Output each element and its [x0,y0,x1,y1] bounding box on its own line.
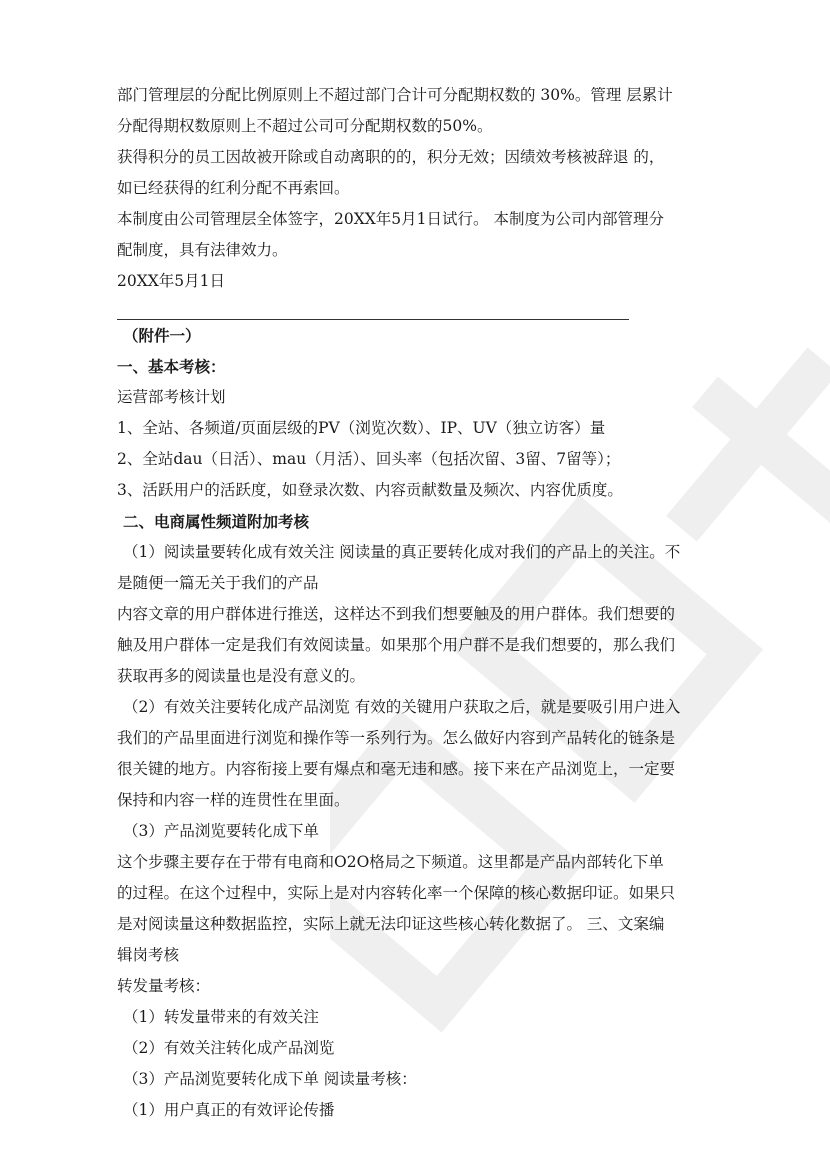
text-line: 我们的产品里面进行浏览和操作等一系列行为。怎么做好内容到产品转化的链条是 [117,729,676,747]
attachment-title: （附件一） [123,326,201,345]
text-line: （1）阅读量要转化成有效关注 阅读量的真正要转化成对我们的产品上的关注。不 [123,543,681,561]
text-line: （2）有效关注要转化成产品浏览 有效的关键用户获取之后，就是要吸引用户进入 [123,698,681,716]
text-line: 3、活跃用户的活跃度，如登录次数、内容贡献数量及频次、内容优质度。 [117,481,623,499]
document-page [117,80,717,1126]
text-line: 内容文章的用户群体进行推送，这样达不到我们想要触及的用户群体。我们想要的 [117,605,676,623]
section-heading-basic: 一、基本考核： [117,357,226,376]
text-line: 这个步骤主要存在于带有电商和O2O格局之下频道。这里都是产品内部转化下单 [117,853,664,871]
text-line: 1、全站、各频道/页面层级的PV（浏览次数）、IP、UV（独立访客）量 [117,419,606,437]
text-line: 本制度由公司管理层全体签字，20XX年5月1日试行。 本制度为公司内部管理分 [117,210,664,228]
text-line: 辑岗考核 [117,946,180,964]
date-line: 20XX年5月1日 [117,272,226,290]
text-line: （1）转发量带来的有效关注 [123,1008,319,1026]
text-line: （1）用户真正的有效评论传播 [123,1101,335,1119]
section-heading-ecommerce: 二、电商属性频道附加考核 [123,512,310,531]
text-line: 的过程。在这个过程中，实际上是对内容转化率一个保障的核心数据印证。如果只 [117,884,676,902]
text-line: 配制度，具有法律效力。 [117,241,288,259]
text-line: （3）产品浏览要转化成下单 阅读量考核： [123,1070,417,1088]
text-line: 获取再多的阅读量也是没有意义的。 [117,667,366,685]
text-line: 触及用户群体一定是我们有效阅读量。如果那个用户群不是我们想要的，那么我们 [117,636,676,654]
text-line: 部门管理层的分配比例原则上不超过部门合计可分配期权数的 30%。管理 层累计 [117,86,673,104]
text-line: 是随便一篇无关于我们的产品 [117,574,319,592]
text-line: 是对阅读量这种数据监控，实际上就无法印证这些核心转化数据了。 三、文案编 [117,915,665,933]
text-line: 如已经获得的红利分配不再索回。 [117,179,350,197]
text-line: 获得积分的员工因故被开除或自动离职的的，积分无效；因绩效考核被辞退 的， [117,148,665,166]
text-line: 很关键的地方。内容衔接上要有爆点和毫无违和感。接下来在产品浏览上，一定要 [117,760,676,778]
text-line: 转发量考核： [117,977,211,995]
text-line: （3）产品浏览要转化成下单 [123,822,319,840]
text-line: 2、全站dau（日活）、mau（月活）、回头率（包括次留、3留、7留等）； [117,450,621,468]
text-line: （2）有效关注转化成产品浏览 [123,1039,335,1057]
text-line: 分配得期权数原则上不超过公司可分配期权数的50%。 [117,117,493,135]
text-line: 运营部考核计划 [117,388,226,406]
text-line: 保持和内容一样的连贯性在里面。 [117,791,350,809]
